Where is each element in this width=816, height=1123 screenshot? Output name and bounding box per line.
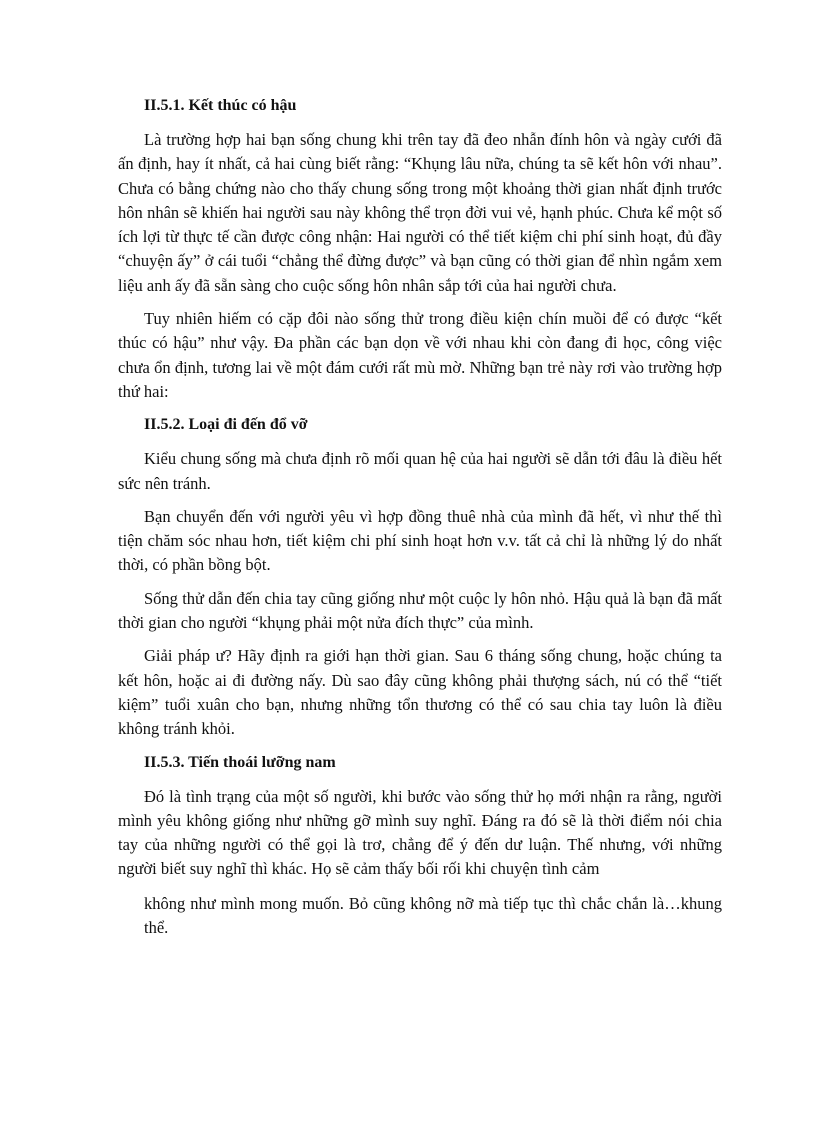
section-5-3 <box>118 751 722 941</box>
paragraph: Tuy nhiên hiếm có cặp đôi nào sống thử trong điều kiện chín muồi để có được “kết thúc có hậu” như vậy. Đa phần các bạn dọn về với nhau khi còn đang đi học, công việc chưa ổn định, tương lai về một đám cưới rất mù mờ. Những bạn trẻ này rơi vào trường hợp thứ hai: <box>118 309 722 401</box>
paragraph: Là trường hợp hai bạn sống chung khi trên tay đã đeo nhẫn đính hôn và ngày cưới đã ấn định, hay ít nhất, cả hai cùng biết rằng: “Khụng lâu nữa, chúng ta sẽ kết hôn với nhau”. Chưa có bằng chứng nào cho thấy chung sống trong một khoảng thời gian nhất định trước hôn nhân sẽ khiến hai người sau này không thể trọn đời vui vẻ, hạnh phúc. Chưa kể một số ích lợi từ thực tế cần được công nhận: Hai người có thể tiết kiệm chi phí sinh hoạt, đủ đầy “chuyện ấy” ở cái tuổi “chẳng thể đừng được” và bạn cũng có thời gian để nhìn ngắm xem liệu anh ấy đã sẵn sàng cho cuộc sống hôn nhân sắp tới của hai người chưa. <box>118 130 722 295</box>
paragraph: Kiểu chung sống mà chưa định rõ mối quan hệ của hai người sẽ dẫn tới đâu là điều hết sức nên tránh. <box>118 449 722 493</box>
section-5-2 <box>118 413 722 741</box>
section-heading: II.5.2. Loại đi đến đổ vỡ <box>144 416 308 434</box>
paragraph: Sống thử dẫn đến chia tay cũng giống như một cuộc ly hôn nhỏ. Hậu quả là bạn đã mất thời gian cho người “khụng phải một nửa đích thực” của mình. <box>118 588 722 633</box>
paragraph: Giải pháp ư? Hãy định ra giới hạn thời gian. Sau 6 tháng sống chung, hoặc chúng ta kết hôn, hoặc ai đi đường nấy. Dù sao đây cũng không phải thượng sách, nú có thể “tiết kiệm” tuổi xuân cho bạn, nhưng những tổn thương có thể có sau chia tay luôn là điều không tránh khỏi. <box>118 646 722 739</box>
section-heading: II.5.1. Kết thúc có hậu <box>144 97 297 114</box>
paragraph: Bạn chuyển đến với người yêu vì hợp đồng thuê nhà của mình đã hết, vì như thế thì tiện chăm sóc nhau hơn, tiết kiệm chi phí sinh hoạt hơn v.v. tất cả chỉ là những lý do nhất thời, có phần bồng bột. <box>118 506 722 575</box>
paragraph: Đó là tình trạng của một số người, khi bước vào sống thử họ mới nhận ra rằng, người mình yêu không giống như những gỡ mình suy nghĩ. Đáng ra đó sẽ là thời điểm nói chia tay của những người có thể gọi là trơ, chẳng để ý đến dư luận. Thế nhưng, với những người biết suy nghĩ thì khác. Họ sẽ cảm thấy bối rối khi chuyện tình cảm <box>118 786 722 879</box>
section-heading: II.5.3. Tiến thoái lưỡng nam <box>144 753 336 771</box>
section-5-1 <box>118 94 722 404</box>
document-page <box>118 94 722 949</box>
paragraph: không như mình mong muốn. Bỏ cũng không nỡ mà tiếp tục thì chắc chắn là…khung thể. <box>144 893 722 938</box>
